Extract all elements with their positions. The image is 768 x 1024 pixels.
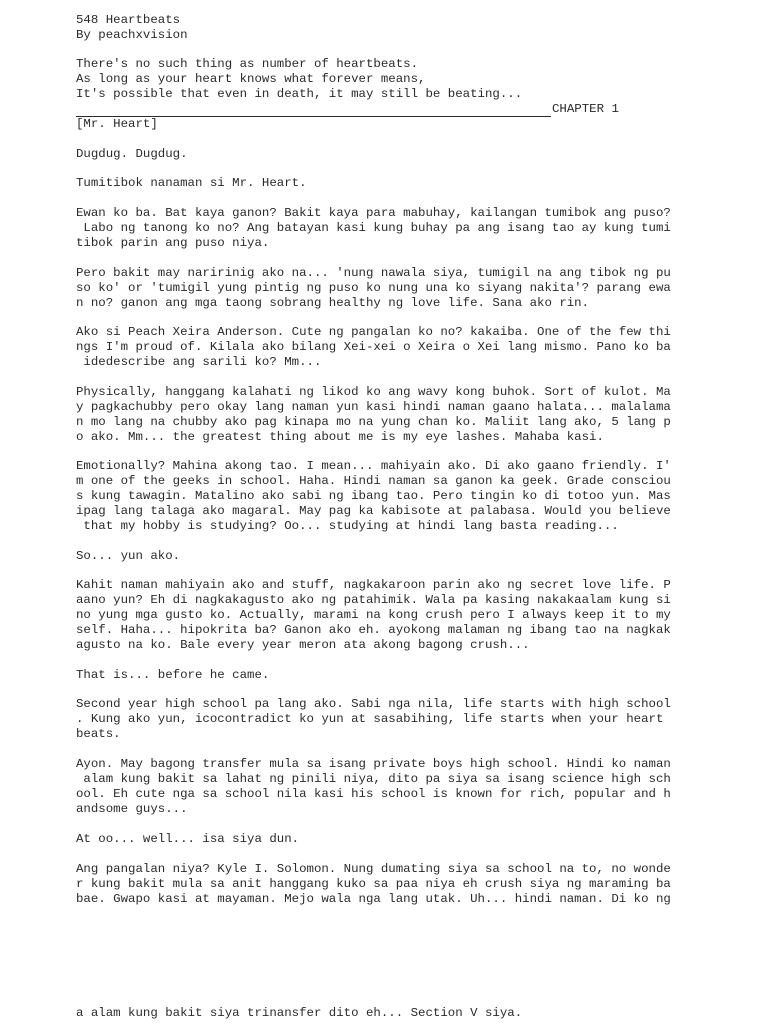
paragraph: Physically, hanggang kalahati ng likod ko ang wavy kong buhok. Sort of kulot. Ma y pagkachubby pero okay lang naman yun kasi hindi naman gaano halata... malalama n mo lang na chubby ako pag kinapa mo na yung chan ko. Maliit lang ako, 5 lang p o ako. Mm... the greatest thing about me is my eye lashes. Mahaba kasi.	[76, 385, 671, 444]
paragraph: Emotionally? Mahina akong tao. I mean... mahiyain ako. Di ako gaano friendly. I' m one of the geeks in school. Haha. Hindi naman sa ganon ka geek. Grade consciou s kung tawagin. Matalino ako sabi ng ibang tao. Pero tingin ko di totoo yun. Mas ipag lang talaga ako magaral. May pag ka kabisote at palabasa. Would you believe that my hobby is studying? Oo... studying at hindi lang basta reading...	[76, 459, 671, 533]
paragraph: Kahit naman mahiyain ako and stuff, nagkakaroon parin ako ng secret love life. P aano yun? Eh di nagkakagusto ako ng patahimik. Wala pa kasing nakakaalam kung si no yung mga gusto ko. Actually, marami na kong crush pero I always keep it to my self. Haha... hipokrita ba? Ganon ako eh. ayokong malaman ng ibang tao na nagkak agusto na ko. Bale every year meron ata akong bagong crush...	[76, 578, 671, 652]
chapter-label: CHAPTER 1	[552, 102, 619, 116]
paragraph: Tumitibok nanaman si Mr. Heart.	[76, 176, 307, 190]
paragraph: Ako si Peach Xeira Anderson. Cute ng pangalan ko no? kakaiba. One of the few thi ngs I'm proud of. Kilala ako bilang Xei-xei o Xeira o Xei lang mismo. Pano ko ba idedescribe ang sarili ko? Mm...	[76, 325, 671, 369]
paragraph: That is... before he came.	[76, 668, 270, 682]
paragraph: Dugdug. Dugdug.	[76, 147, 188, 161]
paragraph: Pero bakit may naririnig ako na... 'nung nawala siya, tumigil na ang tibok ng pu so ko' or 'tumigil yung pintig ng puso ko nung una ko siyang nakita'? parang ewa n no? ganon ang mga taong sobrang healthy ng love life. Sana ako rin.	[76, 266, 671, 310]
paragraph: Ang pangalan niya? Kyle I. Solomon. Nung dumating siya sa school na to, no wonde r kung bakit mula sa anit hanggang kuko sa paa niya eh crush siya ng maraming ba bae. Gwapo kasi at mayaman. Mejo wala nga lang utak. Uh... hindi naman. Di ko ng	[76, 862, 671, 906]
paragraph: Second year high school pa lang ako. Sabi nga nila, life starts with high school . Kung ako yun, icocontradict ko yun at sasabihing, life starts when your heart beats.	[76, 697, 671, 741]
paragraph: At oo... well... isa siya dun.	[76, 832, 300, 846]
paragraph-section-heading: [Mr. Heart]	[76, 117, 158, 131]
epigraph: There's no such thing as number of heartbeats. As long as your heart knows what forever means, It's possible that even in death, it may still be beating...	[76, 57, 523, 101]
story-title: 548 Heartbeats	[76, 13, 181, 27]
story-author: By peachxvision	[76, 28, 188, 42]
page-footer-line: a alam kung bakit siya trinansfer dito eh... Section V siya.	[76, 1006, 523, 1020]
paragraph: Ewan ko ba. Bat kaya ganon? Bakit kaya para mabuhay, kailangan tumibok ang puso? Labo ng tanong ko no? Ang batayan kasi kung buhay pa ang isang tao ay kung tumi tibok parin ang puso niya.	[76, 206, 671, 250]
paragraph: Ayon. May bagong transfer mula sa isang private boys high school. Hindi ko naman alam kung bakit sa lahat ng pinili niya, dito pa siya sa isang science high sch ool. Eh cute nga sa school nila kasi his school is known for rich, popular and h andsome guys...	[76, 757, 671, 816]
paragraph: So... yun ako.	[76, 549, 181, 563]
